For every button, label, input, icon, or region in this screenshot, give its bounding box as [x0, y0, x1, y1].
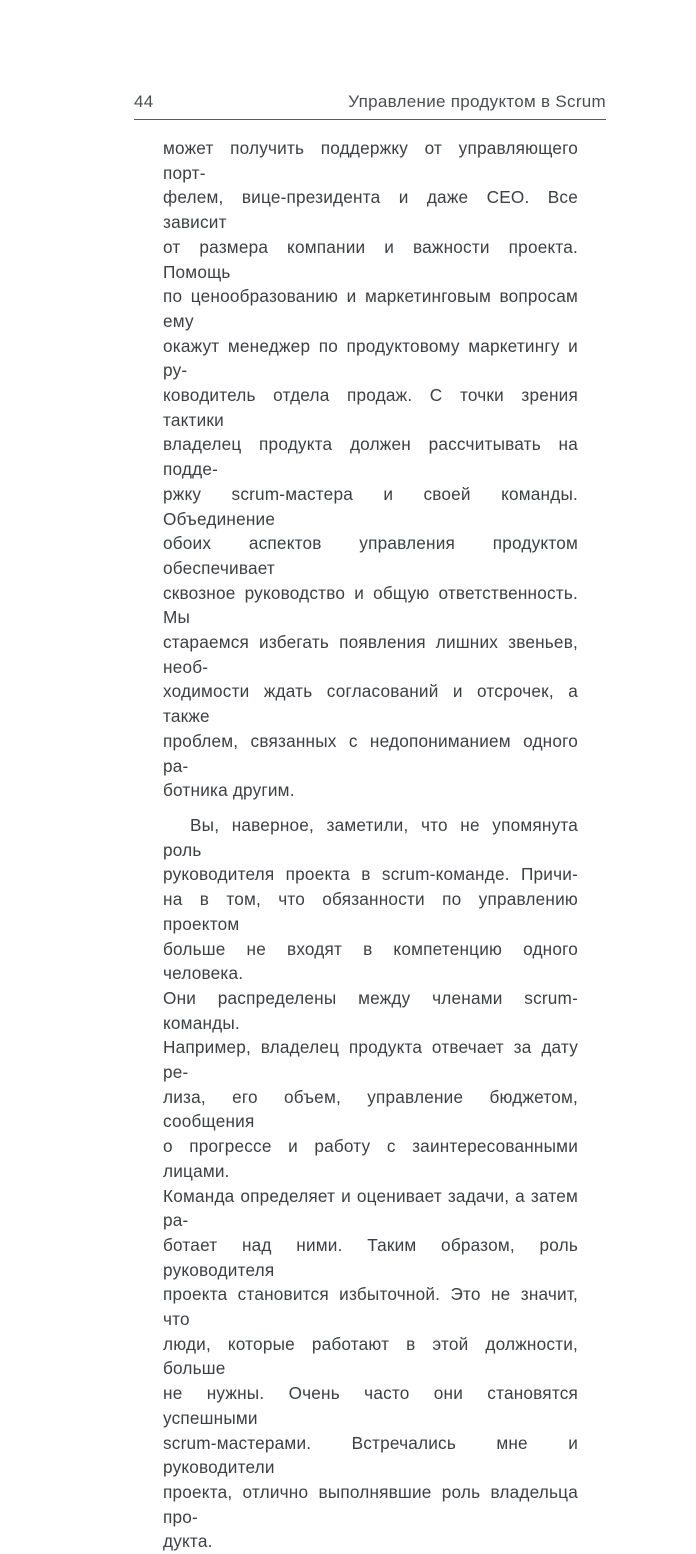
- page-body: [163, 136, 578, 1554]
- page-header: [134, 92, 606, 112]
- text-line: о прогрессе и работу с заинтересованными лицами.: [163, 1136, 578, 1181]
- text-line: ботника другим.: [163, 780, 295, 801]
- text-line: Вы, наверное, заметили, что не упомянута роль: [163, 814, 578, 860]
- text-line: фелем, вице-президента и даже CEO. Все зависит: [163, 187, 578, 233]
- text-line: проблем, связанных с недопониманием одного ра-: [163, 730, 578, 776]
- text-line: окажут менеджер по продуктовому маркетингу и ру-: [163, 335, 578, 381]
- text-line: стараемся избегать появления лишних звеньев, необ-: [163, 632, 578, 677]
- text-line: ботает над ними. Таким образом, роль руководителя: [163, 1234, 578, 1280]
- text-line: scrum-мастерами. Встречались мне и руководители: [163, 1432, 578, 1478]
- text-line: Например, владелец продукта отвечает за дату ре-: [163, 1037, 578, 1083]
- text-line: может получить поддержку от управляющего порт-: [163, 138, 578, 183]
- paragraph: [163, 136, 578, 803]
- header-rule: [134, 119, 606, 120]
- text-line: лиза, его объем, управление бюджетом, сообщения: [163, 1086, 578, 1132]
- text-line: проекта, отлично выполнявшие роль владельца про-: [163, 1481, 578, 1527]
- text-line: ржку scrum-мастера и своей команды. Объединение: [163, 483, 578, 529]
- text-line: люди, которые работают в этой должности, больше: [163, 1333, 578, 1379]
- text-line: ководитель отдела продаж. С точки зрения тактики: [163, 385, 578, 430]
- paragraph: [163, 813, 578, 1554]
- text-line: по ценообразованию и маркетинговым вопросам ему: [163, 286, 578, 331]
- running-head-title: Управление продуктом в Scrum: [348, 92, 606, 111]
- text-line: больше не входят в компетенцию одного человека.: [163, 938, 578, 984]
- page-number: 44: [134, 92, 154, 111]
- text-line: дукта.: [163, 1531, 213, 1552]
- text-line: не нужны. Очень часто они становятся успешными: [163, 1383, 578, 1428]
- text-line: Команда определяет и оценивает задачи, а затем ра-: [163, 1185, 578, 1231]
- text-line: обоих аспектов управления продуктом обеспечивает: [163, 533, 578, 578]
- text-line: владелец продукта должен рассчитывать на подде-: [163, 434, 578, 480]
- text-line: проекта становится избыточной. Это не значит, что: [163, 1284, 578, 1330]
- text-line: сквозное руководство и общую ответственность. Мы: [163, 582, 578, 628]
- text-line: на в том, что обязанности по управлению проектом: [163, 889, 578, 934]
- text-line: ходимости ждать согласований и отсрочек, а также: [163, 681, 578, 727]
- text-line: руководителя проекта в scrum-команде. Причи-: [163, 864, 578, 885]
- text-line: от размера компании и важности проекта. Помощь: [163, 236, 578, 282]
- text-line: Они распределены между членами scrum-команды.: [163, 987, 578, 1033]
